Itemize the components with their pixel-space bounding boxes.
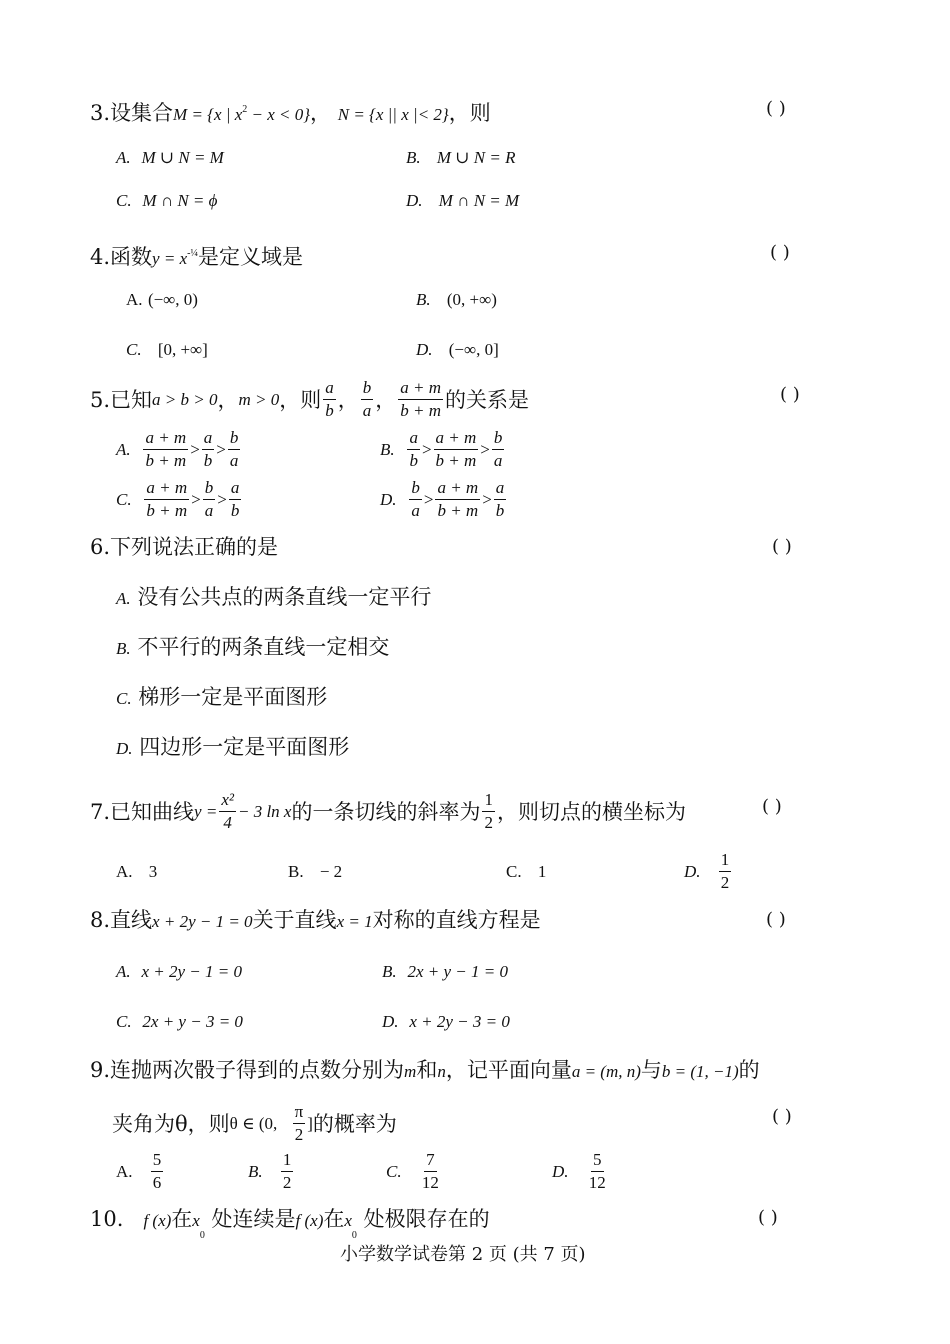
numerator: b [409, 478, 422, 500]
question-number: 6. [90, 535, 111, 559]
option-letter: B. [248, 1161, 263, 1181]
question-number: 10. [90, 1207, 124, 1231]
option-letter: D. [382, 1012, 399, 1031]
option-text: − 2 [319, 862, 343, 881]
option-b[interactable] [288, 860, 342, 884]
question-9-stem-line-2 [112, 1102, 397, 1145]
numerator: 5 [151, 1150, 164, 1172]
question-6-stem [90, 533, 278, 561]
stem-tail: 处极限存在的 [363, 1207, 490, 1231]
numerator: b [203, 478, 216, 500]
fraction [420, 1150, 441, 1193]
fraction [203, 478, 216, 521]
answer-bracket: ( ) [766, 909, 786, 930]
fraction [202, 428, 215, 471]
option-c[interactable] [116, 478, 243, 521]
greater-than: > [423, 489, 434, 509]
question-3-stem [90, 96, 491, 129]
variable-m: m [404, 1062, 417, 1081]
option-a[interactable] [126, 288, 198, 312]
option-letter: A. [116, 439, 131, 459]
option-letter: B. [288, 862, 304, 881]
option-text: 1 [537, 862, 547, 881]
numerator: 1 [281, 1150, 294, 1172]
set-m-tail: − x < 0} [247, 105, 311, 124]
denominator: b [495, 501, 505, 520]
function-f: f (x) [143, 1211, 172, 1230]
stem-text: ，则 [279, 387, 322, 412]
separator: ， [375, 387, 397, 412]
stem-text: 和 [416, 1058, 438, 1082]
option-b[interactable] [416, 288, 497, 312]
denominator: a [229, 451, 239, 470]
answer-bracket: ( ) [758, 1207, 778, 1228]
greater-than: > [191, 489, 201, 509]
option-c[interactable] [116, 683, 327, 713]
option-d[interactable] [552, 1150, 610, 1193]
numerator: x² [219, 790, 236, 812]
option-letter: A. [116, 148, 131, 167]
variable-x: x [344, 1211, 352, 1230]
answer-bracket: ( ) [770, 242, 790, 263]
fraction [229, 478, 242, 521]
numerator: b [361, 378, 374, 400]
option-c[interactable] [116, 189, 217, 213]
option-text: 2x + y − 1 = 0 [407, 962, 508, 981]
fraction [494, 478, 507, 521]
stem-text: 处连续是 [211, 1207, 296, 1231]
option-letter: A. [116, 589, 131, 608]
stem-tail: 的关系是 [445, 387, 529, 412]
denominator: b [230, 501, 240, 520]
stem-text: 连抛两次骰子得到的点数分别为 [110, 1058, 405, 1082]
denominator: a [204, 501, 214, 520]
fraction-a-over-b [323, 378, 336, 421]
question-number: 4. [90, 245, 111, 269]
angle-range: θ ∈ (0, [229, 1113, 278, 1133]
fraction-am-over-bm [398, 378, 443, 421]
option-b[interactable] [406, 146, 515, 170]
option-d[interactable] [382, 1010, 510, 1034]
denominator: b + m [437, 501, 479, 520]
option-a[interactable] [116, 960, 242, 984]
option-letter: B. [382, 962, 397, 981]
numerator: b [228, 428, 241, 450]
option-letter: C. [506, 862, 522, 881]
separator: ， [217, 387, 239, 412]
curve-rhs: − 3 ln x [237, 801, 292, 821]
numerator: a + m [144, 478, 189, 500]
question-number: 8. [90, 908, 111, 932]
denominator: 4 [223, 813, 232, 832]
fraction [587, 1150, 608, 1193]
denominator: 12 [588, 1173, 606, 1192]
option-text: 梯形一定是平面图形 [138, 685, 328, 709]
stem-text: 函数 [110, 245, 153, 269]
answer-bracket: ( ) [780, 384, 800, 405]
greater-than: > [421, 439, 432, 459]
option-text: 没有公共点的两条直线一定平行 [137, 585, 432, 609]
interval-close: ] [307, 1113, 313, 1133]
option-letter: C. [116, 689, 132, 708]
greater-than: > [190, 439, 200, 459]
exponent: 2 [242, 104, 248, 115]
numerator: a + m [435, 478, 480, 500]
function-f: f (x) [295, 1211, 324, 1230]
numerator: a [323, 378, 336, 400]
stem-text: 的 [738, 1058, 760, 1082]
question-number: 9. [90, 1058, 111, 1082]
denominator: b [409, 451, 418, 470]
denominator: b [203, 451, 213, 470]
option-c[interactable] [386, 1150, 443, 1193]
option-text: 3 [148, 862, 158, 881]
fraction-one-half [482, 790, 495, 833]
option-a[interactable] [116, 428, 242, 471]
denominator: b + m [435, 451, 477, 470]
option-letter: A. [116, 962, 131, 981]
option-letter: A. [126, 290, 143, 309]
set-m: M = {x | x [173, 105, 243, 124]
denominator: a [493, 451, 503, 470]
greater-than: > [216, 439, 226, 459]
option-letter: C. [116, 1012, 132, 1031]
denominator: 12 [421, 1173, 439, 1192]
option-text: 不平行的两条直线一定相交 [137, 635, 390, 659]
option-letter: C. [116, 489, 132, 509]
option-letter: A. [116, 1161, 133, 1181]
question-number: 5. [90, 387, 111, 412]
curve-lhs: y = [194, 801, 218, 821]
stem-tail: 是定义域是 [197, 245, 303, 269]
option-text: M ∩ N = M [438, 191, 520, 210]
stem-text: ，记平面向量 [445, 1058, 572, 1082]
fraction-b-over-a [361, 378, 374, 421]
greater-than: > [217, 489, 227, 509]
option-text: M ∪ N = M [141, 148, 224, 167]
answer-bracket: ( ) [772, 536, 792, 557]
greater-than: > [482, 489, 492, 509]
denominator: b [325, 401, 334, 420]
option-text: M ∩ N = ϕ [142, 191, 218, 210]
stem-text: 在 [171, 1207, 193, 1231]
option-text: (0, +∞) [446, 290, 497, 309]
denominator: 2 [294, 1125, 304, 1144]
stem-tail: ，则 [448, 101, 491, 125]
option-letter: D. [552, 1161, 569, 1181]
numerator: π [293, 1102, 306, 1124]
stem-text: 与 [640, 1058, 662, 1082]
answer-bracket: ( ) [766, 98, 786, 119]
option-letter: D. [684, 861, 701, 881]
denominator: 2 [720, 873, 730, 892]
option-d[interactable] [406, 189, 519, 213]
option-c[interactable] [506, 860, 546, 884]
numerator: a + m [434, 428, 479, 450]
numerator: 7 [424, 1150, 437, 1172]
option-d[interactable] [380, 478, 508, 521]
fraction [407, 428, 420, 471]
question-8-stem [90, 906, 541, 936]
option-b[interactable] [380, 428, 506, 471]
stem-text: 已知 [110, 387, 153, 412]
option-letter: C. [386, 1161, 402, 1181]
question-9-stem-line-1 [90, 1056, 760, 1086]
stem-text: 已知曲线 [110, 799, 195, 824]
option-letter: A. [116, 862, 133, 881]
numerator: 5 [591, 1150, 604, 1172]
denominator: 2 [282, 1173, 292, 1192]
fraction [434, 428, 479, 471]
option-text: M ∪ N = R [436, 148, 516, 167]
option-text: x + 2y − 1 = 0 [141, 962, 242, 981]
option-letter: C. [116, 191, 132, 210]
question-number: 7. [90, 799, 111, 824]
option-text: 四边形一定是平面图形 [139, 735, 350, 759]
fraction [719, 850, 732, 893]
option-letter: D. [380, 489, 397, 509]
numerator: a [494, 478, 507, 500]
stem-text: 的一条切线的斜率为 [291, 799, 481, 824]
fraction-x2-over-4 [219, 790, 236, 833]
denominator: b + m [145, 451, 187, 470]
numerator: a + m [398, 378, 443, 400]
variable-n: n [437, 1062, 446, 1081]
option-letter: B. [406, 148, 421, 167]
vector-b: b = (1, −1) [661, 1062, 739, 1081]
condition-1: a > b > 0 [152, 389, 218, 409]
option-text: x + 2y − 3 = 0 [409, 1012, 510, 1031]
option-letter: B. [380, 439, 395, 459]
answer-bracket: ( ) [762, 796, 782, 817]
option-text: (−∞, 0] [448, 340, 499, 359]
page-footer: 小学数学试卷第 2 页 (共 7 页) [340, 1244, 586, 1265]
option-text: 2x + y − 3 = 0 [142, 1012, 243, 1031]
subscript: 0 [351, 1230, 357, 1241]
line-equation: x + 2y − 1 = 0 [152, 912, 253, 931]
fraction [281, 1150, 294, 1193]
condition-2: m > 0 [238, 389, 280, 409]
fraction [492, 428, 505, 471]
option-text: [0, +∞] [157, 340, 208, 359]
option-b[interactable] [116, 633, 389, 663]
subscript: 0 [199, 1230, 205, 1241]
denominator: a [362, 401, 372, 420]
stem-text: 直线 [110, 908, 153, 932]
fraction-pi-over-2 [293, 1102, 306, 1145]
question-4-stem [90, 240, 303, 273]
question-7-stem [90, 790, 686, 833]
option-letter: D. [416, 340, 433, 359]
stem-text: 下列说法正确的是 [110, 535, 279, 559]
option-text: (−∞, 0) [147, 290, 198, 309]
denominator: 2 [484, 813, 493, 832]
option-d[interactable] [416, 338, 499, 362]
option-c[interactable] [126, 338, 208, 362]
numerator: a + m [143, 428, 188, 450]
stem-tail: 的概率为 [312, 1111, 397, 1136]
greater-than: > [480, 439, 490, 459]
axis-line: x = 1 [336, 912, 373, 931]
stem-tail: ，则切点的横坐标为 [496, 799, 686, 824]
option-a[interactable] [116, 146, 224, 170]
numerator: a [229, 478, 242, 500]
denominator: 6 [152, 1173, 162, 1192]
option-b[interactable] [382, 960, 508, 984]
denominator: b + m [400, 401, 441, 420]
separator: ， [337, 387, 359, 412]
set-n: N = {x || x |< 2} [337, 105, 449, 124]
option-c[interactable] [116, 1010, 243, 1034]
option-a[interactable] [116, 1150, 165, 1193]
numerator: 1 [482, 790, 495, 812]
numerator: a [202, 428, 215, 450]
option-letter: D. [116, 739, 133, 758]
separator: ， [310, 101, 332, 125]
vector-a: a = (m, n) [571, 1062, 641, 1081]
stem-text: 在 [323, 1207, 345, 1231]
variable-x: x [192, 1211, 200, 1230]
option-letter: C. [126, 340, 142, 359]
stem-text: 关于直线 [252, 908, 337, 932]
exponent: -¼ [187, 248, 198, 259]
option-d[interactable] [684, 850, 733, 893]
fraction [144, 478, 189, 521]
stem-text: 夹角为θ，则 [112, 1111, 230, 1136]
option-a[interactable] [116, 860, 157, 884]
function-expression: y = x [152, 249, 188, 268]
fraction [143, 428, 188, 471]
fraction [435, 478, 480, 521]
fraction [409, 478, 422, 521]
option-a[interactable] [116, 583, 431, 613]
numerator: b [492, 428, 505, 450]
fraction [228, 428, 241, 471]
stem-text: 设集合 [110, 101, 174, 125]
stem-tail: 对称的直线方程是 [372, 908, 541, 932]
denominator: b + m [146, 501, 188, 520]
question-number: 3. [90, 101, 111, 125]
option-letter: B. [116, 639, 131, 658]
answer-bracket: ( ) [772, 1106, 792, 1127]
denominator: a [411, 501, 420, 520]
option-d[interactable] [116, 733, 349, 763]
option-letter: D. [406, 191, 423, 210]
fraction [151, 1150, 164, 1193]
question-5-stem [90, 378, 529, 421]
option-letter: B. [416, 290, 431, 309]
option-b[interactable] [248, 1150, 295, 1193]
numerator: 1 [719, 850, 732, 872]
numerator: a [407, 428, 420, 450]
